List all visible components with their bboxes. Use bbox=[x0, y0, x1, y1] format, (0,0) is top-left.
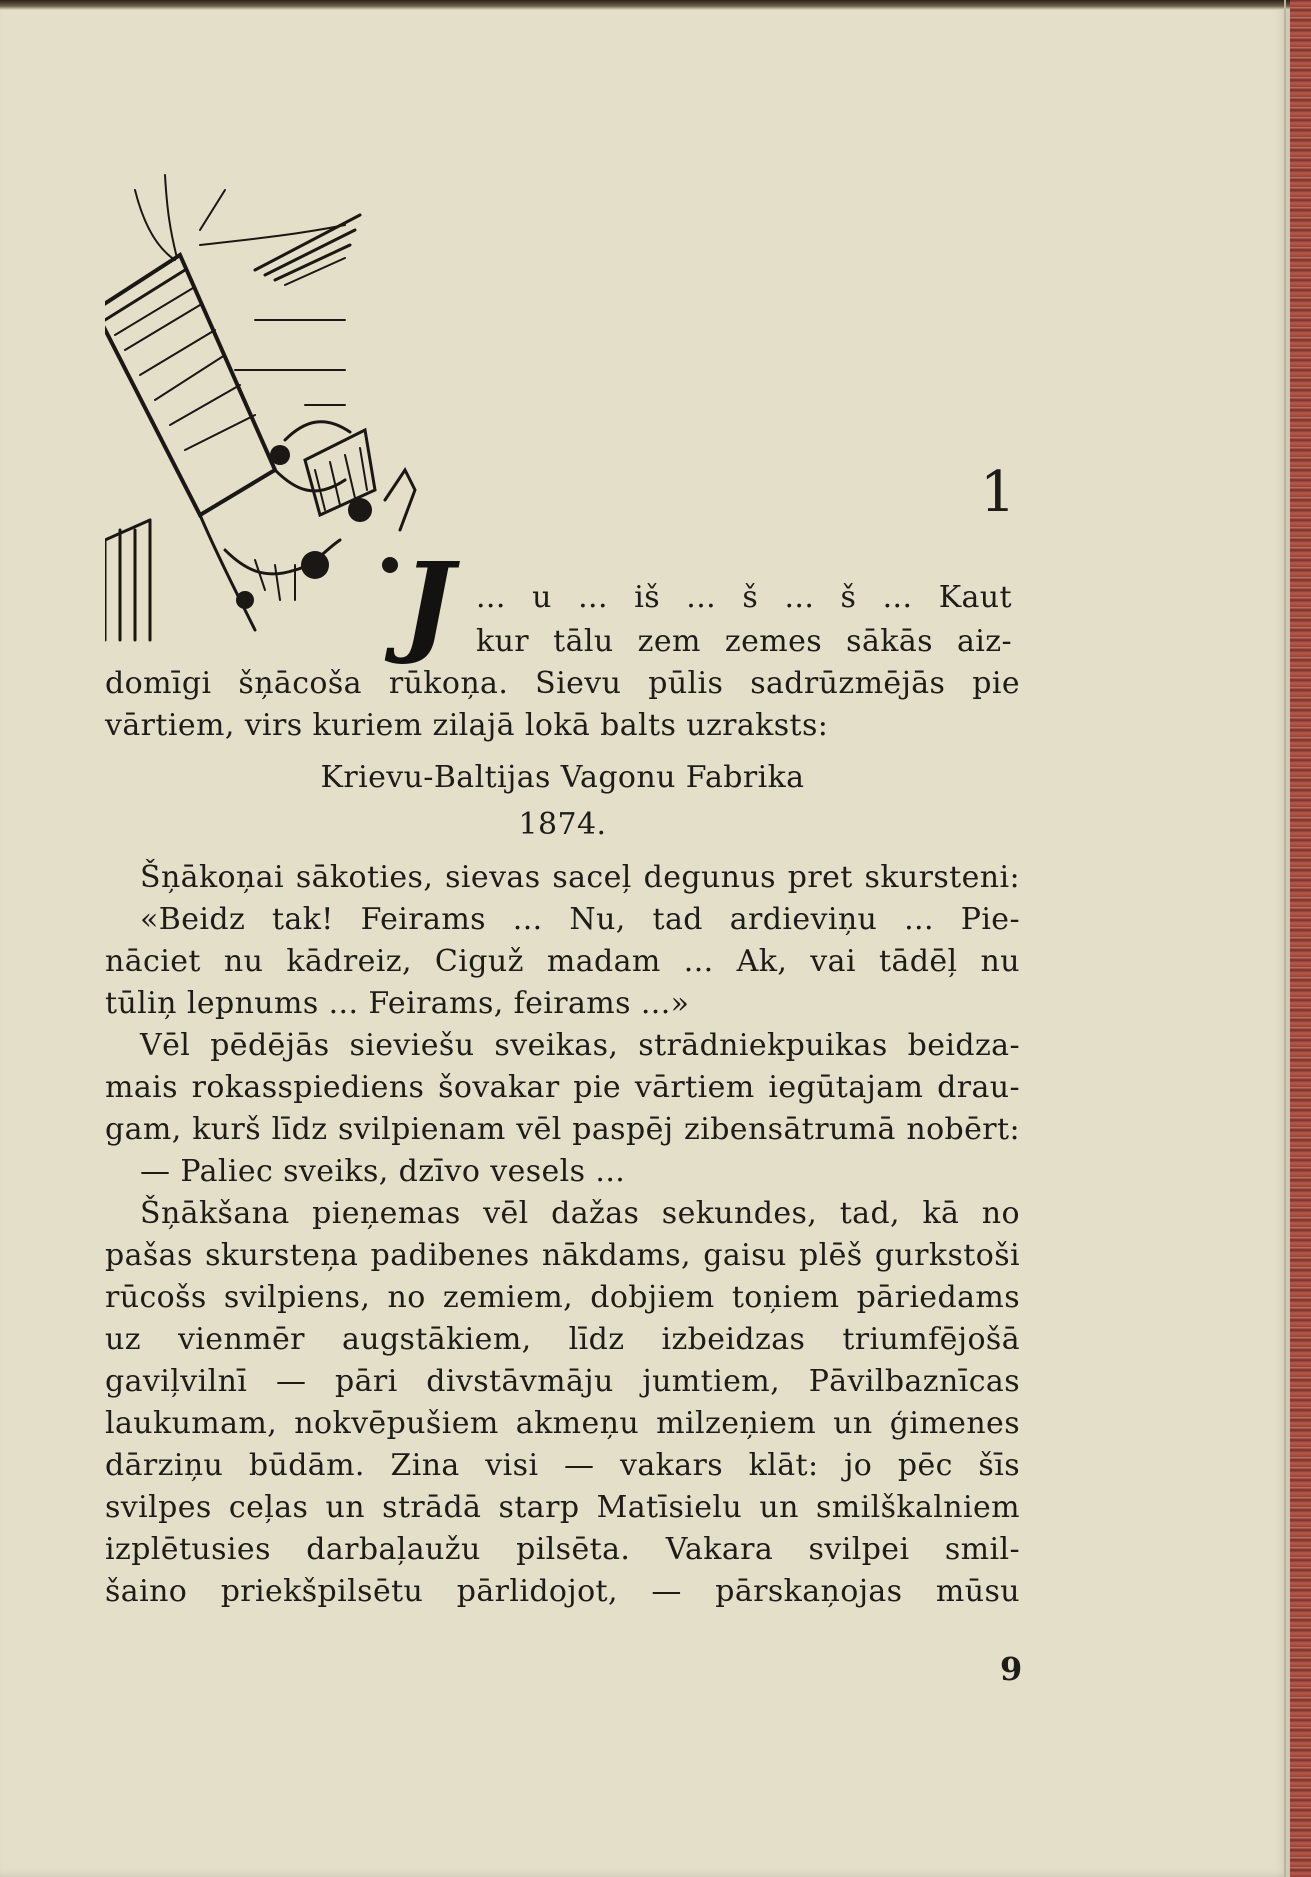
text-line: nāciet nu kādreiz, Ciguž madam ... Ak, vai tādēļ nu bbox=[105, 944, 1020, 979]
text-line: Šņākoņai sākoties, sievas saceļ degunus pret skursteni: bbox=[140, 860, 1020, 895]
text-line: Šņākšana pieņemas vēl dažas sekundes, tad, kā no bbox=[140, 1196, 1020, 1231]
page-gutter-line bbox=[1284, 0, 1286, 1877]
text-line: kur tālu zem zemes sākās aiz- bbox=[476, 624, 1012, 659]
chapter-number: 1 bbox=[980, 460, 1016, 525]
text-line: rūcošs svilpiens, no zemiem, dobjiem toņiem pāriedams bbox=[105, 1280, 1020, 1315]
page-number: 9 bbox=[1000, 1650, 1023, 1688]
text-line: svilpes ceļas un strādā starp Matīsielu un smilškalniem bbox=[105, 1490, 1020, 1525]
text-line: laukumam, nokvēpušiem akmeņu milzeņiem un ģimenes bbox=[105, 1406, 1020, 1441]
text-line: — Paliec sveiks, dzīvo vesels ... bbox=[140, 1154, 626, 1189]
text-line: dārziņu būdām. Zina visi — vakars klāt: jo pēc šīs bbox=[105, 1448, 1020, 1483]
factory-sign-year: 1874. bbox=[518, 807, 607, 842]
text-line: domīgi šņācoša rūkoņa. Sievu pūlis sadrūzmējās pie bbox=[105, 666, 1020, 701]
text-line: Vēl pēdējās sieviešu sveikas, strādniekpuikas beidza- bbox=[140, 1028, 1020, 1063]
text-line: šaino priekšpilsētu pārlidojot, — pārskaņojas mūsu bbox=[105, 1574, 1020, 1609]
text-line: gam, kurš līdz svilpienam vēl paspēj zibensātrumā nobērt: bbox=[105, 1112, 1020, 1147]
factory-chimney-illustration bbox=[105, 170, 435, 650]
text-line: «Beidz tak! Feirams ... Nu, tad ardieviņu ... Pie- bbox=[140, 902, 1020, 937]
page-top-edge bbox=[0, 0, 1290, 10]
text-line: ... u ... iš ... š ... š ... Kaut bbox=[476, 580, 1012, 615]
text-line: vārtiem, virs kuriem zilajā lokā balts uzraksts: bbox=[105, 708, 829, 743]
text-line: gaviļvilnī — pāri divstāvmāju jumtiem, Pāvilbaznīcas bbox=[105, 1364, 1020, 1399]
text-line: tūliņ lepnums ... Feirams, feirams ...» bbox=[105, 986, 690, 1021]
text-line: mais rokasspiediens šovakar pie vārtiem iegūtajam drau- bbox=[105, 1070, 1020, 1105]
drop-cap-initial: J bbox=[402, 538, 455, 667]
book-spine-edge bbox=[1290, 0, 1311, 1877]
text-line: pašas skursteņa padibenes nākdams, gaisu plēš gurkstoši bbox=[105, 1238, 1020, 1273]
text-line: uz vienmēr augstākiem, līdz izbeidzas triumfējošā bbox=[105, 1322, 1020, 1357]
factory-sign-text: Krievu-Baltijas Vagonu Fabrika bbox=[320, 760, 805, 795]
text-line: izplētusies darbaļaužu pilsēta. Vakara svilpei smil- bbox=[105, 1532, 1020, 1567]
